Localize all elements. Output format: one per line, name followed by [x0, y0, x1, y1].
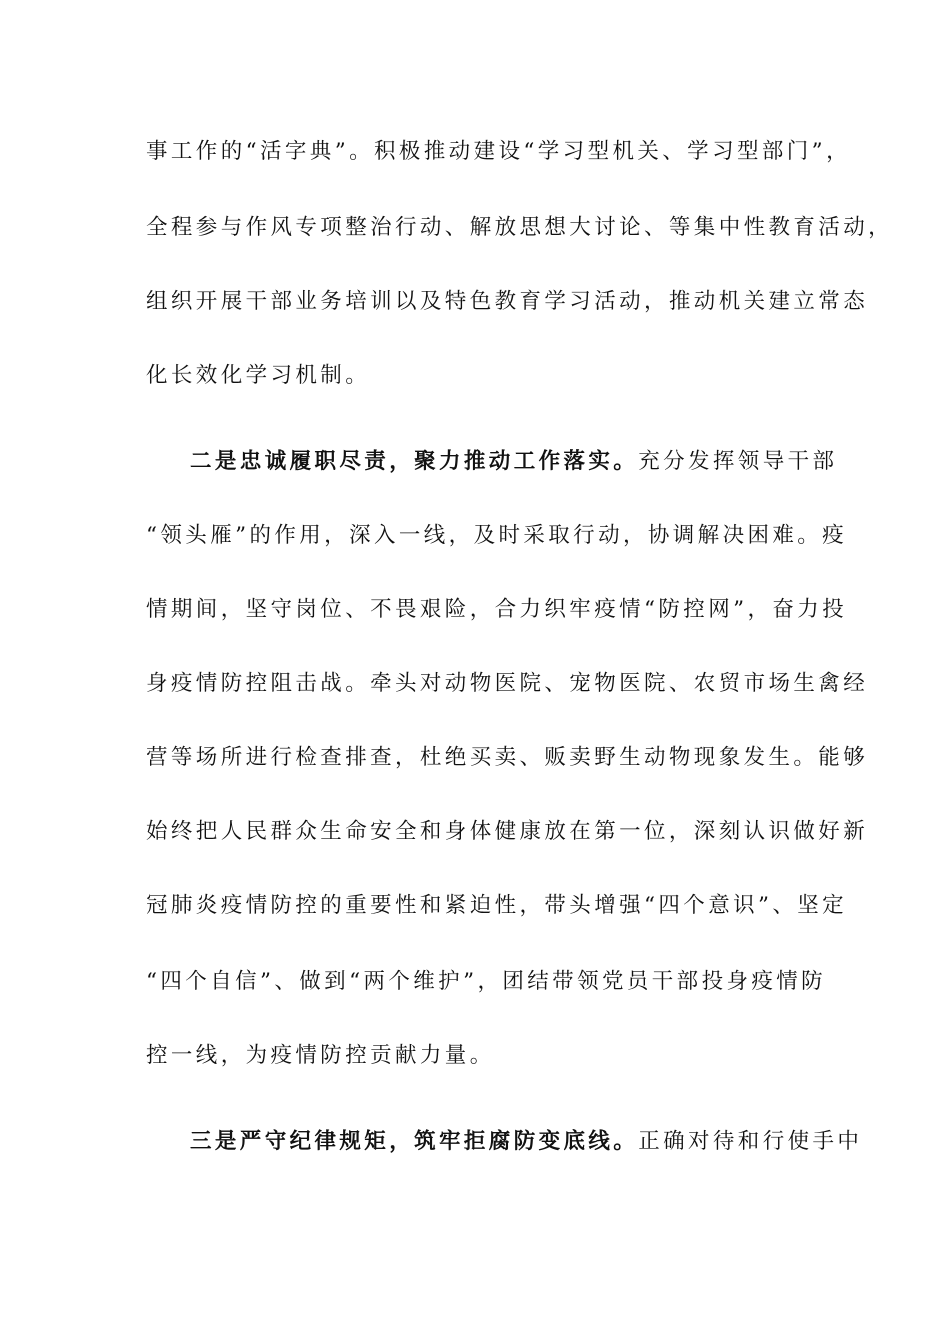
paragraph-2-line-7: 冠肺炎疫情防控的重要性和紧迫性，带头增强“四个意识”、坚定: [146, 893, 848, 918]
paragraph-2-line-3: 情期间，坚守岗位、不畏艰险，合力织牢疫情“防控网”，奋力投: [146, 597, 848, 622]
paragraph-2-line-8: “四个自信”、做到“两个维护”，团结带领党员干部投身疫情防: [146, 969, 827, 994]
paragraph-2-line-1-text: 充分发挥领导干部: [638, 449, 838, 474]
paragraph-1-line-2: 全程参与作风专项整治行动、解放思想大讨论、等集中性教育活动，: [146, 215, 894, 240]
paragraph-2-line-6: 始终把人民群众生命安全和身体健康放在第一位，深刻认识做好新: [146, 819, 869, 844]
paragraph-2-line-5: 营等场所进行检查排查，杜绝买卖、贩卖野生动物现象发生。能够: [146, 745, 869, 770]
paragraph-2-line-1: [190, 442, 850, 482]
paragraph-3-line-1-text: 正确对待和行使手中: [638, 1129, 863, 1154]
paragraph-1-line-3: 组织开展干部业务培训以及特色教育学习活动，推动机关建立常态: [146, 289, 869, 314]
paragraph-3-line-1: [190, 1122, 863, 1162]
paragraph-1-line-4: 化长效化学习机制。: [146, 363, 371, 388]
paragraph-3-heading: 三是严守纪律规矩，筑牢拒腐防变底线。: [190, 1129, 639, 1154]
paragraph-2-heading: 二是忠诚履职尽责，聚力推动工作落实。: [190, 449, 639, 474]
paragraph-1-line-1: 事工作的“活字典”。积极推动建设“学习型机关、学习型部门”，: [146, 139, 851, 164]
paragraph-2-line-9: 控一线，为疫情防控贡献力量。: [146, 1043, 495, 1068]
paragraph-2-line-2: “领头雁”的作用，深入一线，及时采取行动，协调解决困难。疫: [146, 523, 848, 548]
paragraph-2-line-4: 身疫情防控阻击战。牵头对动物医院、宠物医院、农贸市场生禽经: [146, 671, 869, 696]
